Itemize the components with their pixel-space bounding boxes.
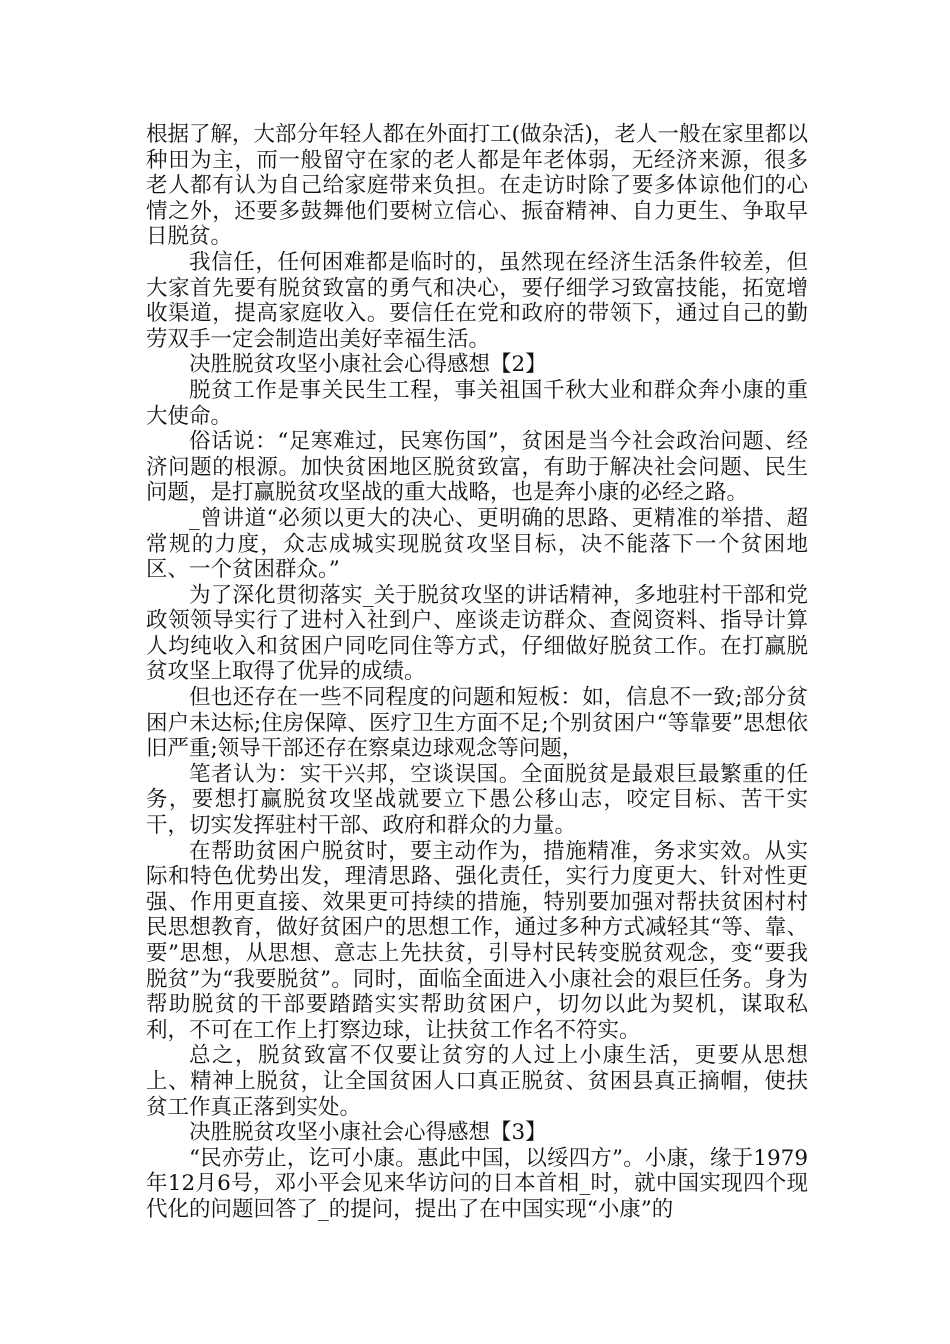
section-heading: 决胜脱贫攻坚小康社会心得感想【3】 [189,1120,547,1146]
paragraph: 脱贫工作是事关民生工程，事关祖国千秋大业和群众奔小康的重大使命。 [146,377,808,429]
document-page [146,122,808,1223]
paragraph: 笔者认为：实干兴邦，空谈误国。全面脱贫是最艰巨最繁重的任务，要想打赢脱贫攻坚战就要立下愚公移山志，咬定目标、苦干实干，切实发挥驻村干部、政府和群众的力量。 [146,761,808,839]
paragraph: 为了深化贯彻落实_关于脱贫攻坚的讲话精神，多地驻村干部和党政领领导实行了进村入社到户、座谈走访群众、查阅资料、指导计算人均纯收入和贫困户同吃同住等方式，仔细做好脱贫工作。在打赢脱贫攻坚上取得了优异的成绩。 [146,582,808,685]
paragraph: “民亦劳止，讫可小康。惠此中国，以绥四方”。小康，缘于1979年12月6号，邓小平会见来华访问的日本首相_时，就中国实现四个现代化的问题回答了_的提问，提出了在中国实现“小康”的 [146,1145,808,1222]
paragraph: 我信任，任何困难都是临时的，虽然现在经济生活条件较差，但大家首先要有脱贫致富的勇气和决心，要仔细学习致富技能，拓宽增收渠道，提高家庭收入。要信任在党和政府的带领下，通过自己的勤劳双手一定会制造出美好幸福生活。 [146,249,808,352]
paragraph: 俗话说：“足寒难过，民寒伤国”，贫困是当今社会政治问题、经济问题的根源。加快贫困地区脱贫致富，有助于解决社会问题、民生问题，是打赢脱贫攻坚战的重大战略，也是奔小康的必经之路。 [146,429,808,506]
paragraph: 根据了解，大部分年轻人都在外面打工(做杂活)，老人一般在家里都以种田为主，而一般留守在家的老人都是年老体弱，无经济来源，很多老人都有认为自己给家庭带来负担。在走访时除了要多体谅他们的心情之外，还要多鼓舞他们要树立信心、振奋精神、自力更生、争取早日脱贫。 [146,122,808,250]
paragraph: _曾讲道“必须以更大的决心、更明确的思路、更精准的举措、超常规的力度，众志成城实现脱贫攻坚目标，决不能落下一个贫困地区、一个贫困群众。” [146,505,808,583]
paragraph: 总之，脱贫致富不仅要让贫穷的人过上小康生活，更要从思想上、精神上脱贫，让全国贫困人口真正脱贫、贫困县真正摘帽，使扶贫工作真正落到实处。 [146,1043,808,1120]
section-heading: 决胜脱贫攻坚小康社会心得感想【2】 [189,352,547,378]
paragraph: 但也还存在一些不同程度的问题和短板：如，信息不一致;部分贫困户未达标;住房保障、医疗卫生方面不足;个别贫困户“等靠要”思想依旧严重;领导干部还存在察桌边球观念等问题， [146,685,808,762]
paragraph: 在帮助贫困户脱贫时，要主动作为，措施精准，务求实效。从实际和特色优势出发，理清思路、强化责任，实行力度更大、针对性更强、作用更直接、效果更可持续的措施，特别要加强对帮扶贫困村村民思想教育，做好贫困户的思想工作，通过多种方式减轻其“等、靠、要”思想，从思想、意志上先扶贫，引导村民转变脱贫观念，变“要我脱贫”为“我要脱贫”。同时，面临全面进入小康社会的艰巨任务。身为帮助脱贫的干部要踏踏实实帮助贫困户，切勿以此为契机，谋取私利，不可在工作上打察边球，让扶贫工作名不符实。 [146,838,808,1043]
